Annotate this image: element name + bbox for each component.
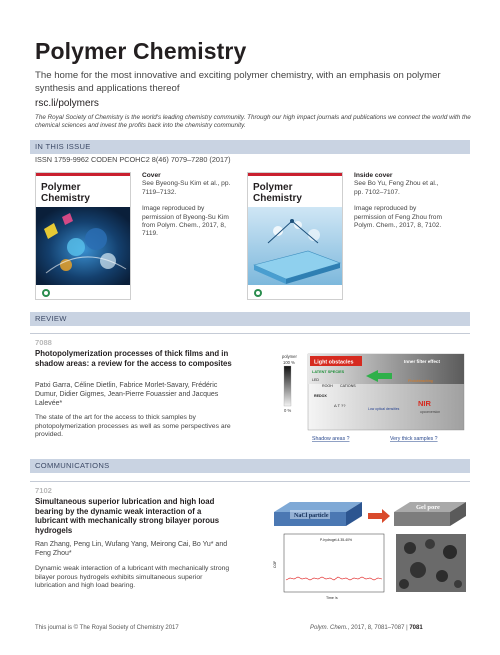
scale-title: polymer	[282, 354, 297, 359]
section-bar-in-this-issue	[30, 140, 470, 154]
inside-cover-label: Inside cover	[354, 172, 393, 179]
footer-ref: , 2017, 8, 7081–7087 |	[347, 625, 410, 631]
front-cover-art	[36, 173, 131, 300]
front-cover-label: Cover	[142, 172, 161, 179]
review-graphic-art	[278, 352, 468, 444]
inside-cover-art	[248, 173, 343, 300]
section-heading: REVIEW	[35, 314, 67, 323]
front-cover-title-line2: Chemistry	[41, 193, 90, 204]
journal-tagline: The home for the most innovative and exciting polymer chemistry, with an emphasis on polymer synthesis and applications thereof	[35, 70, 441, 94]
communication-abstract: Dynamic weak interaction of a lubricant with mechanically strong bilayer porous hydrogels exhibits simultaneous superior lubrication and high load bearing.	[35, 565, 230, 590]
journal-url-link[interactable]: rsc.li/polymers	[35, 98, 99, 109]
inside-cover-image[interactable]	[247, 172, 343, 300]
front-cover-repro: Image reproduced by permission of Byeong-Su Kim from Polym. Chem., 2017, 8, 7119.	[142, 205, 229, 238]
communication-title-link[interactable]: Simultaneous superior lubrication and high load bearing by the dynamic weak interaction of a lubricant with mechanically strong bilayer porous hydrogels	[35, 497, 220, 535]
rsc-blurb: The Royal Society of Chemistry is the world's leading chemistry community. Through our high impact journals and publications we connect the world with the chemical sciences and invest the profits back into the chemistry community.	[35, 114, 471, 130]
inside-cover-title-line1: Polymer	[253, 182, 293, 193]
inside-cover-repro: Image reproduced by permission of Feng Zhou from Polym. Chem., 2017, 8, 7102.	[354, 205, 442, 230]
footer-copyright: This journal is © The Royal Society of Chemistry 2017	[35, 625, 179, 631]
front-cover-credit: See Byeong-Su Kim et al., pp. 7119–7132.	[142, 180, 231, 196]
scale-top-label: 100 %	[283, 360, 295, 365]
cof-plot-frame	[284, 534, 384, 592]
front-cover-title-line1: Polymer	[41, 182, 81, 193]
journal-title: Polymer Chemistry	[35, 38, 247, 64]
low-optical-label: Low optical densities	[368, 407, 400, 411]
issue-meta: ISSN 1759-9962 CODEN PCOHC2 8(46) 7079–7280 (2017)	[35, 155, 231, 164]
inside-cover-title-line2: Chemistry	[253, 193, 302, 204]
front-cover-caption	[142, 172, 234, 239]
cations-label: CATIONS	[340, 384, 356, 388]
inner-filter-label: Inner filter effect	[404, 359, 440, 364]
process-arrow-shape	[368, 509, 390, 523]
review-title-link[interactable]: Photopolymerization processes of thick films and in shadow areas: a review for the access to composites	[35, 349, 232, 368]
plot-legend: P-hydrogel-4.35-40%	[320, 538, 353, 542]
rooh-label: ROOH	[322, 384, 333, 388]
communication-graphic-art	[270, 498, 470, 602]
upconversion-label: upconversion	[420, 410, 441, 414]
photobleaching-label: Photobleaching	[408, 379, 433, 383]
light-obstacles-label: Light obstacles	[314, 359, 354, 366]
thick-samples-label: Very thick samples ?	[390, 436, 438, 442]
conversion-scale-bar	[284, 366, 291, 406]
delta-t-label: Δ T ??	[334, 403, 346, 408]
section-heading: IN THIS ISSUE	[35, 142, 91, 151]
section-bar-communications	[30, 459, 470, 473]
review-graphic	[278, 352, 468, 444]
scale-bottom-label: 0 %	[284, 408, 292, 413]
communication-page-number: 7102	[35, 486, 52, 495]
shadow-areas-label: Shadow areas ?	[312, 436, 350, 442]
inside-cover-caption	[354, 172, 446, 230]
review-authors: Patxi Garra, Céline Dietlin, Fabrice Morlet-Savary, Frédéric Dumur, Didier Gigmes, Jean-Pierre Fouassier and Jacques Lalevée*	[35, 382, 219, 408]
footer-journal: Polym. Chem.	[310, 625, 348, 631]
latent-species-label: LATENT SPECIES	[312, 370, 345, 374]
inside-cover-credit: See Bo Yu, Feng Zhou et al., pp. 7102–7107.	[354, 180, 439, 196]
redox-label: REDOX	[314, 394, 327, 398]
section-bar-review	[30, 312, 470, 326]
review-abstract: The state of the art for the access to thick samples by photopolymerization processes as well as some perspectives are provided.	[35, 414, 231, 439]
section-heading: COMMUNICATIONS	[35, 461, 110, 470]
y-axis-label: COF	[273, 560, 277, 568]
footer-page-number: 7081	[409, 625, 423, 631]
front-cover-image[interactable]	[35, 172, 131, 300]
communication-graphic	[270, 498, 470, 602]
communication-authors: Ran Zhang, Peng Lin, Wufang Yang, Meirong Cai, Bo Yu* and Feng Zhou*	[35, 541, 228, 558]
divider	[30, 481, 470, 482]
footer-citation	[310, 625, 423, 631]
review-page-number: 7088	[35, 338, 52, 347]
nir-label: NIR	[418, 399, 431, 408]
led-label: LED	[312, 378, 319, 382]
gel-pore-label: Gel pore	[416, 504, 440, 511]
nacl-label: NaCl particle	[294, 513, 329, 519]
x-axis-label: Time /s	[326, 596, 338, 600]
divider	[30, 333, 470, 334]
